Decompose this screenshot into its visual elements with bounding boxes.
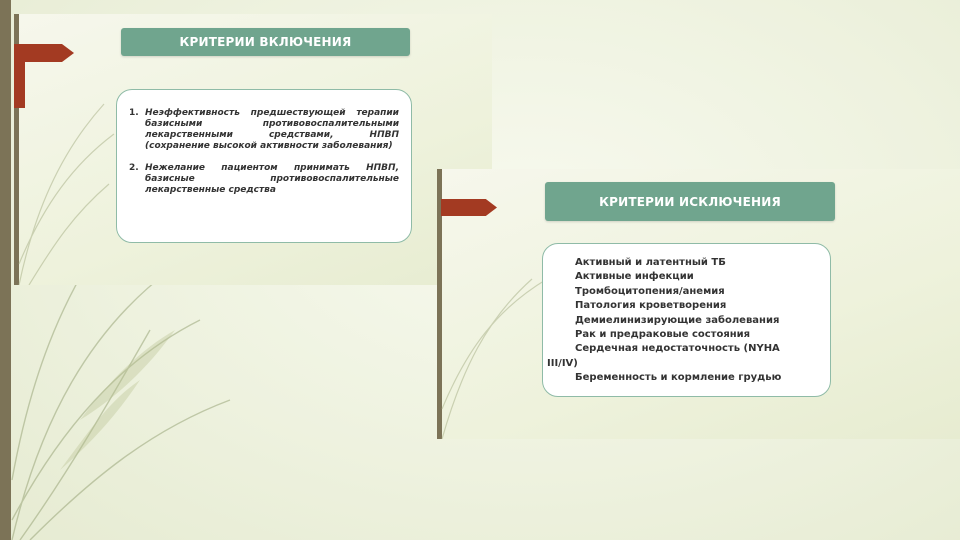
list-item: Патология кроветворения [575,300,727,312]
list-item [129,163,399,196]
exclusion-criteria-box [542,243,831,397]
red-flag-marker [441,199,497,216]
list-item: Рак и предраковые состояния [575,329,751,341]
item-number: 2. [129,163,139,173]
list-item: Беременность и кормление грудью [575,372,782,384]
red-flag-marker [14,44,74,62]
item-text: Неэффективность предшествующей терапии базисными противовоспалительными лекарственными средствами, НПВП (сохранение высокой активности заболевания) [145,108,399,151]
list-item: III/IV) [547,357,578,369]
left-decor-bar [0,0,11,540]
item-number: 1. [129,108,139,118]
exclusion-title: КРИТЕРИИ ИСКЛЮЧЕНИЯ [545,182,835,221]
list-item: Тромбоцитопения/анемия [575,285,725,297]
item-text: Нежелание пациентом принимать НПВП, базисные противовоспалительные лекарственные средства [145,163,399,195]
inclusion-criteria-box [116,89,412,243]
list-item: Демиелинизирующие заболевания [575,314,780,326]
red-flag-drop [14,62,25,108]
list-item [129,108,399,152]
exclusion-slide [437,169,960,439]
list-item: Активный и латентный ТБ [575,257,726,268]
inclusion-title: КРИТЕРИИ ВКЛЮЧЕНИЯ [121,28,410,56]
list-item: Активные инфекции [575,271,694,283]
inclusion-slide [14,14,492,285]
list-item: Сердечная недостаточность (NYHA [575,343,780,355]
exclusion-list [547,256,818,386]
